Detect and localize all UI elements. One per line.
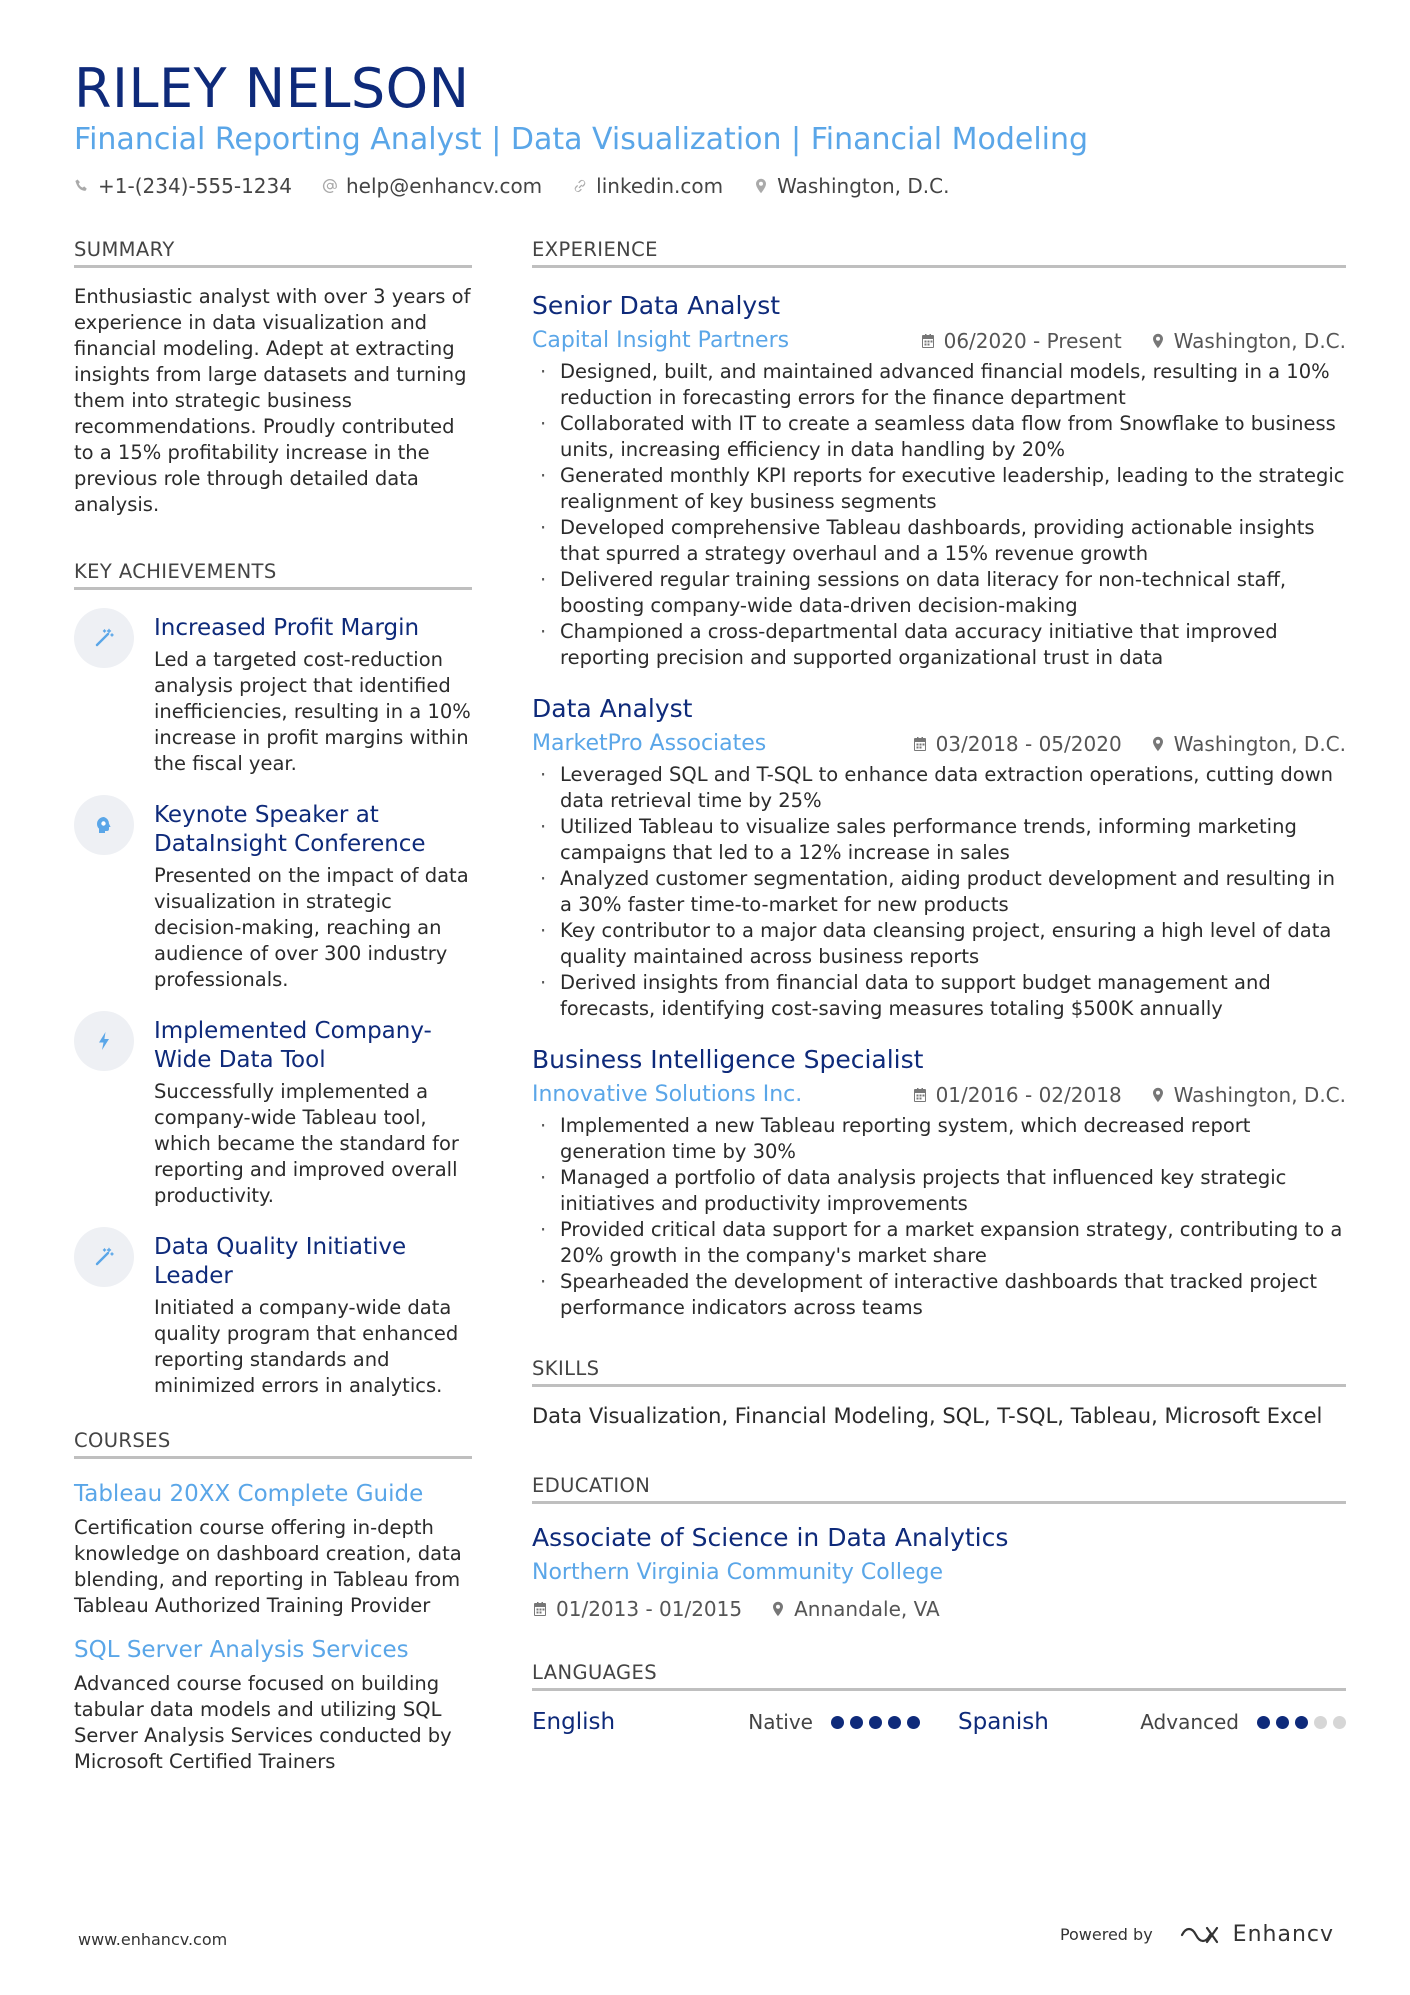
job-meta-right [912, 1083, 1346, 1107]
rating-dot [1314, 1716, 1327, 1729]
courses-heading: COURSES [74, 1429, 472, 1459]
rating-dot [1257, 1716, 1270, 1729]
lightning-icon [74, 1011, 134, 1071]
link-icon [572, 178, 588, 194]
brand-logo[interactable] [1179, 1922, 1334, 1947]
body-columns [74, 238, 1346, 1791]
bullet-item: · Collaborated with IT to create a seamless data flow from Snowflake to business units, increasing efficiency in data handling by 20% [532, 411, 1346, 463]
achievement-desc: Successfully implemented a company-wide Tableau tool, which became the standard for reporting and improved overall productivity. [154, 1080, 459, 1207]
rating-dot [888, 1716, 901, 1729]
job-title: Data Analyst [532, 694, 693, 723]
job-dates-text: 06/2020 - Present [943, 328, 1122, 353]
achievements-heading: KEY ACHIEVEMENTS [74, 560, 472, 590]
summary-section [74, 238, 472, 518]
course-title: Tableau 20XX Complete Guide [74, 1481, 424, 1507]
phone-icon [74, 178, 90, 194]
bullet-item: · Implemented a new Tableau reporting system, which decreased report generation time by 30% [532, 1113, 1346, 1165]
achievement-desc: Presented on the impact of data visualization in strategic decision-making, reaching an audience of over 300 industry professionals. [154, 864, 469, 991]
job-location [1150, 1083, 1346, 1107]
head-icon [74, 795, 134, 855]
contact-linkedin[interactable] [572, 174, 723, 198]
left-column [74, 238, 472, 1791]
language-proficiency [1140, 1710, 1346, 1734]
bullet-item: · Spearheaded the development of interactive dashboards that tracked project performance indicators across teams [532, 1269, 1346, 1321]
company-name: Innovative Solutions Inc. [532, 1082, 803, 1107]
powered-by-text: Powered by [1059, 1925, 1153, 1944]
rating-dot [1333, 1716, 1346, 1729]
footer-branding [1060, 1922, 1334, 1947]
job-bullets [532, 762, 1346, 1022]
education-meta [532, 1597, 1346, 1621]
experience-section [532, 238, 1346, 1321]
education-dates [532, 1597, 742, 1621]
achievement-title: Increased Profit Margin [154, 615, 420, 641]
achievement-title: Keynote Speaker at DataInsight Conference [154, 802, 426, 857]
job-location [1150, 732, 1346, 756]
skills-section [532, 1357, 1346, 1430]
language-rating [1257, 1716, 1346, 1729]
bullet-item: · Utilized Tableau to visualize sales performance trends, informing marketing campaigns that led to a 12% increase in sales [532, 814, 1346, 866]
achievement-item [74, 1233, 472, 1399]
job-location-text: Washington, D.C. [1173, 731, 1346, 756]
achievement-desc: Led a targeted cost-reduction analysis project that identified inefficiencies, resulting in a 10% increase in profit margins within the fiscal year. [154, 648, 471, 775]
calendar-icon [912, 1087, 928, 1103]
achievements-section [74, 560, 472, 1399]
job-dates [912, 1083, 1122, 1107]
company-name: MarketPro Associates [532, 731, 767, 756]
map-pin-icon [770, 1601, 786, 1617]
education-location [770, 1597, 940, 1621]
resume-page [74, 57, 1346, 1773]
job-entry [532, 693, 1346, 1022]
degree-title: Associate of Science in Data Analytics [532, 1523, 1009, 1552]
contact-location [753, 174, 949, 198]
summary-text: Enthusiastic analyst with over 3 years of experience in data visualization and financial modeling. Adept at extracting insights from large datasets and turning them into strategic business recommendations. Proudly contributed to a 15% profitability increase in the previous role through detailed data analysis. [74, 285, 471, 516]
language-level: Advanced [1140, 1710, 1239, 1734]
education-location-text: Annandale, VA [794, 1597, 940, 1621]
job-location-text: Washington, D.C. [1173, 328, 1346, 353]
calendar-icon [920, 333, 936, 349]
contact-email[interactable] [322, 174, 542, 198]
job-dates [920, 329, 1122, 353]
rating-dot [831, 1716, 844, 1729]
experience-heading: EXPERIENCE [532, 238, 1346, 268]
languages-heading: LANGUAGES [532, 1661, 1346, 1691]
bullet-item: · Key contributor to a major data cleansing project, ensuring a high level of data quality maintained across business reports [532, 918, 1346, 970]
candidate-name: RILEY NELSON [74, 57, 470, 120]
phone-text: +1-(234)-555-1234 [98, 174, 292, 199]
achievement-item [74, 1017, 472, 1209]
language-rating [831, 1716, 920, 1729]
contact-row [74, 174, 1346, 198]
skills-heading: SKILLS [532, 1357, 1346, 1387]
job-bullets [532, 1113, 1346, 1321]
course-desc: Certification course offering in-depth knowledge on dashboard creation, data blending, and reporting in Tableau from Tableau Authorized Training Provider [74, 1516, 462, 1617]
contact-phone [74, 174, 292, 198]
language-level: Native [748, 1710, 813, 1734]
course-item [74, 1635, 472, 1775]
magic-wand-icon [74, 608, 134, 668]
education-section [532, 1474, 1346, 1621]
job-meta [532, 1082, 1346, 1107]
school-name: Northern Virginia Community College [532, 1560, 944, 1585]
map-pin-icon [1150, 1087, 1166, 1103]
bullet-item: · Leveraged SQL and T-SQL to enhance data extraction operations, cutting down data retrieval time by 25% [532, 762, 1346, 814]
job-meta [532, 731, 1346, 756]
courses-section [74, 1429, 472, 1775]
right-column [532, 238, 1346, 1791]
magic-wand-icon [74, 1227, 134, 1287]
achievement-title: Implemented Company-Wide Data Tool [154, 1018, 432, 1073]
job-dates-text: 03/2018 - 05/2020 [935, 731, 1122, 756]
job-location [1150, 329, 1346, 353]
email-text: help@enhancv.com [345, 174, 543, 199]
course-item [74, 1479, 472, 1619]
job-meta-right [912, 732, 1346, 756]
company-name: Capital Insight Partners [532, 328, 790, 353]
rating-dot [907, 1716, 920, 1729]
bullet-item: · Provided critical data support for a market expansion strategy, contributing to a 20% growth in the company's market share [532, 1217, 1346, 1269]
achievement-desc: Initiated a company-wide data quality program that enhanced reporting standards and minimized errors in analytics. [154, 1296, 459, 1397]
headline: Financial Reporting Analyst | Data Visualization | Financial Modeling [74, 122, 1089, 158]
enhancv-logo-icon [1179, 1924, 1223, 1946]
bullet-item: · Championed a cross-departmental data accuracy initiative that improved reporting precision and supported organizational trust in data [532, 619, 1346, 671]
map-pin-icon [1150, 333, 1166, 349]
course-title: SQL Server Analysis Services [74, 1637, 409, 1663]
bullet-item: · Analyzed customer segmentation, aiding product development and resulting in a 30% faster time-to-market for new products [532, 866, 1346, 918]
map-pin-icon [753, 178, 769, 194]
achievement-item [74, 801, 472, 993]
language-name: Spanish [958, 1709, 1049, 1735]
footer-website[interactable]: www.enhancv.com [78, 1930, 228, 1949]
language-item [532, 1709, 920, 1735]
job-meta [532, 328, 1346, 353]
bullet-item: · Generated monthly KPI reports for executive leadership, leading to the strategic realignment of key business segments [532, 463, 1346, 515]
rating-dot [1276, 1716, 1289, 1729]
language-proficiency [748, 1710, 920, 1734]
achievement-title: Data Quality Initiative Leader [154, 1234, 407, 1289]
bullet-item: · Delivered regular training sessions on data literacy for non-technical staff, boosting company-wide data-driven decision-making [532, 567, 1346, 619]
calendar-icon [912, 736, 928, 752]
bullet-item: · Derived insights from financial data to support budget management and forecasts, identifying cost-saving measures totaling $500K annually [532, 970, 1346, 1022]
job-dates-text: 01/2016 - 02/2018 [935, 1082, 1122, 1107]
languages-row [532, 1709, 1346, 1735]
education-dates-text: 01/2013 - 01/2015 [556, 1597, 743, 1621]
at-icon [322, 178, 338, 194]
job-title: Business Intelligence Specialist [532, 1045, 924, 1074]
rating-dot [869, 1716, 882, 1729]
job-meta-right [920, 329, 1346, 353]
job-entry [532, 290, 1346, 671]
linkedin-text: linkedin.com [596, 174, 724, 199]
job-title: Senior Data Analyst [532, 291, 781, 320]
skills-text: Data Visualization, Financial Modeling, SQL, T-SQL, Tableau, Microsoft Excel [532, 1404, 1323, 1428]
education-heading: EDUCATION [532, 1474, 1346, 1504]
map-pin-icon [1150, 736, 1166, 752]
course-desc: Advanced course focused on building tabular data models and utilizing SQL Server Analysis Services conducted by Microsoft Certified Trainers [74, 1672, 452, 1773]
job-entry [532, 1044, 1346, 1321]
location-text: Washington, D.C. [777, 174, 950, 199]
job-dates [912, 732, 1122, 756]
bullet-item: · Developed comprehensive Tableau dashboards, providing actionable insights that spurred a strategy overhaul and a 15% revenue growth [532, 515, 1346, 567]
language-name: English [532, 1709, 616, 1735]
bullet-item: · Designed, built, and maintained advanced financial models, resulting in a 10% reduction in forecasting errors for the finance department [532, 359, 1346, 411]
brand-name: Enhancv [1232, 1922, 1334, 1947]
job-bullets [532, 359, 1346, 671]
summary-heading: SUMMARY [74, 238, 472, 268]
rating-dot [850, 1716, 863, 1729]
language-item [958, 1709, 1346, 1735]
languages-section [532, 1661, 1346, 1735]
achievement-item [74, 614, 472, 777]
bullet-item: · Managed a portfolio of data analysis projects that influenced key strategic initiatives and productivity improvements [532, 1165, 1346, 1217]
calendar-icon [532, 1601, 548, 1617]
job-location-text: Washington, D.C. [1173, 1082, 1346, 1107]
rating-dot [1295, 1716, 1308, 1729]
